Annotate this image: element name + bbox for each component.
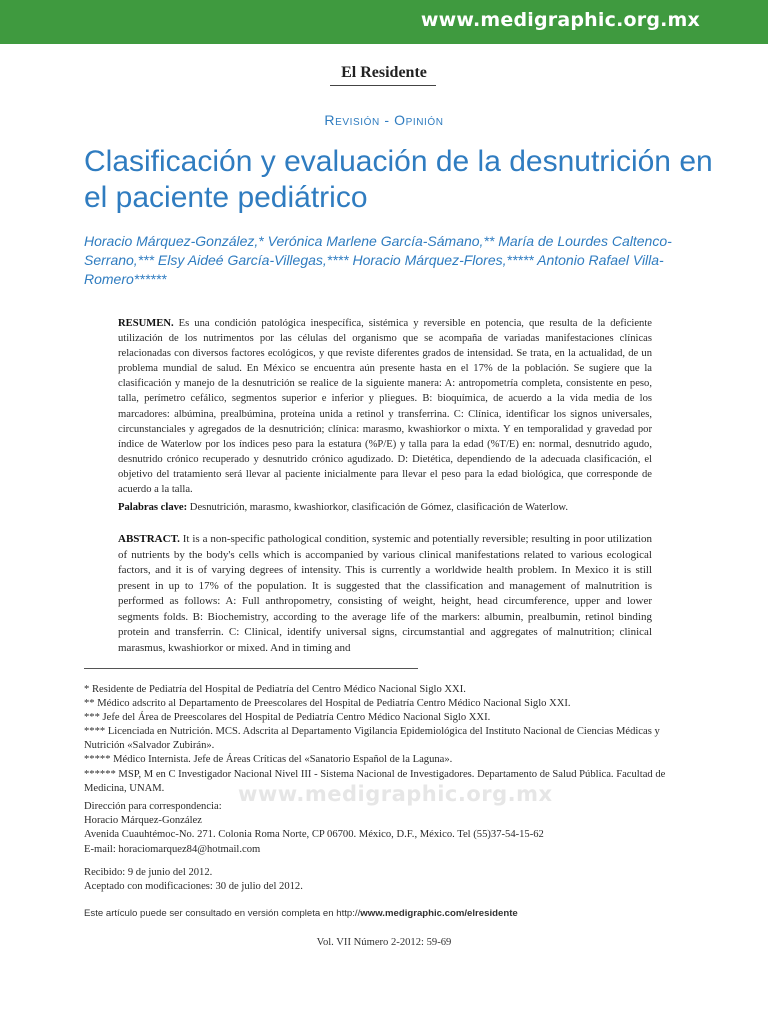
watermark: www.medigraphic.org.mx (238, 782, 553, 806)
top-banner (0, 0, 768, 44)
online-link[interactable]: www.medigraphic.com/elresidente (360, 908, 518, 919)
correspondence-name: Horacio Márquez-González (84, 815, 202, 827)
footnote: ** Médico adscrito al Departamento de Preescolares del Hospital de Pediatría Centro Médico Nacional Siglo XXI. (84, 698, 571, 710)
correspondence-block (84, 800, 684, 857)
received-date: Recibido: 9 de junio del 2012. (84, 867, 213, 878)
accepted-date: Aceptado con modificaciones: 30 de julio del 2012. (84, 881, 303, 893)
affiliation-footnotes (84, 683, 684, 796)
article-title: Clasificación y evaluación de la desnutrición en el paciente pediátrico (84, 145, 713, 214)
correspondence-heading: Dirección para correspondencia: (84, 801, 222, 812)
journal-name: El Residente (341, 64, 427, 81)
footnote: ****** MSP, M en C Investigador Nacional Nivel III - Sistema Nacional de Investigadores. Departamento de Salud Pública. Facultad de Medicina, UNAM. (84, 768, 666, 794)
abstract-paragraph (118, 532, 652, 656)
journal-underline (330, 85, 436, 86)
footnote: *** Jefe del Área de Preescolares del Hospital de Pediatría Centro Médico Nacional Siglo XXI. (84, 712, 491, 724)
keywords-text: Desnutrición, marasmo, kwashiorkor, clasificación de Gómez, clasificación de Waterlow. (187, 502, 568, 513)
volume-info: Vol. VII Número 2-2012: 59-69 (316, 937, 452, 948)
abstract-text: It is a non-specific pathological condition, systemic and potentially reversible; resulting in poor utilization of nutrients by the body's cells which is accompanied by various clinical manifestations related to various ecological factors, and it is of varying degrees of intensity. This is currently a worldwide health problem. In Mexico it is still present in up to 17% of the population. It is suggested that the classification and management of malnutrition is performed as follows: A: Full anthropometry, consisting of weight, height, head circumference, upper and lower segments folds. B: Biochemistry, according to the average life of the markers: albumin, prealbumin, retinol binding protein and transferrin. C: Clinical, identify universal signs, circumstantial and aggregates of malnutrition; clinical marasmus, kwashiorkor or mixed. And in timing and (118, 533, 652, 654)
correspondence-email[interactable]: E-mail: horaciomarquez84@hotmail.com (84, 843, 261, 855)
online-text: Este artículo puede ser consultado en versión completa en http:// (84, 908, 361, 919)
author-list: Horacio Márquez-González,* Verónica Marlene García-Sámano,** María de Lourdes Caltenco-Serrano,*** Elsy Aideé García-Villegas,**** Horacio Márquez-Flores,***** Antonio Rafael Villa-Romero****** (84, 233, 672, 287)
online-notice (84, 908, 684, 919)
abstract-label: ABSTRACT. (118, 533, 180, 545)
footnote: * Residente de Pediatría del Hospital de Pediatría del Centro Médico Nacional Siglo XXI. (84, 684, 466, 695)
dates-block (84, 866, 684, 894)
keywords-paragraph (118, 500, 652, 515)
footnote-divider (84, 668, 418, 669)
section-label: Revisión - Opinión (324, 112, 444, 128)
correspondence-address: Avenida Cuauhtémoc-No. 271. Colonia Roma Norte, CP 06700. México, D.F., México. Tel (55)37-54-15-62 (84, 829, 544, 841)
footnote: ***** Médico Internista. Jefe de Áreas Críticas del «Sanatorio Español de la Laguna». (84, 754, 453, 766)
resumen-text: Es una condición patológica inespecífica, sistémica y reversible en potencia, que resulta de la deficiente utilización de los nutrimentos por las células del organismo que se acompaña de variadas manifestaciones clínicas relacionadas con diversos factores ecológicos, y que reviste diferentes grados de intensidad. Se trata, en la actualidad, de un problema mundial de salud. En México se encuentra aún presente hasta en el 17% de la población. Se sugiere que la clasificación y manejo de la desnutrición se realice de la siguiente manera: A: antropometría completa, consistente en peso, talla, perímetro cefálico, segmentos superior e inferior y pliegues. B: bioquímica, de acuerdo a la vida media de los marcadores: albúmina, prealbúmina, proteína unida a retinol y transferrina. C: Clínica, identificar los signos universales, circunstanciales y agregados de la desnutrición; clínica: marasmo, kwashiorkor o mixta. Y en temporalidad y gravedad por índice de Waterlow por los índices peso para la estatura (%P/E) y talla para la edad (%T/E) en: normal, desnutrido agudo, desnutrido crónico recuperado y desnutrido crónico agudizado. D: Dietética, dependiendo de la adecuada clasificación, el objetivo del tratamiento será llevar al paciente inicialmente para llevar el peso para la edad biológica, que corresponde de acuerdo a la talla. (118, 318, 652, 496)
keywords-label: Palabras clave: (118, 502, 188, 513)
site-url[interactable]: www.medigraphic.org.mx (420, 9, 700, 31)
resumen-label: RESUMEN. (118, 318, 174, 329)
resumen-paragraph (118, 316, 652, 497)
footnote: **** Licenciada en Nutrición. MCS. Adscrita al Departamento Vigilancia Epidemiológica del Instituto Nacional de Ciencias Médicas y Nutrición «Salvador Zubirán». (84, 726, 660, 752)
